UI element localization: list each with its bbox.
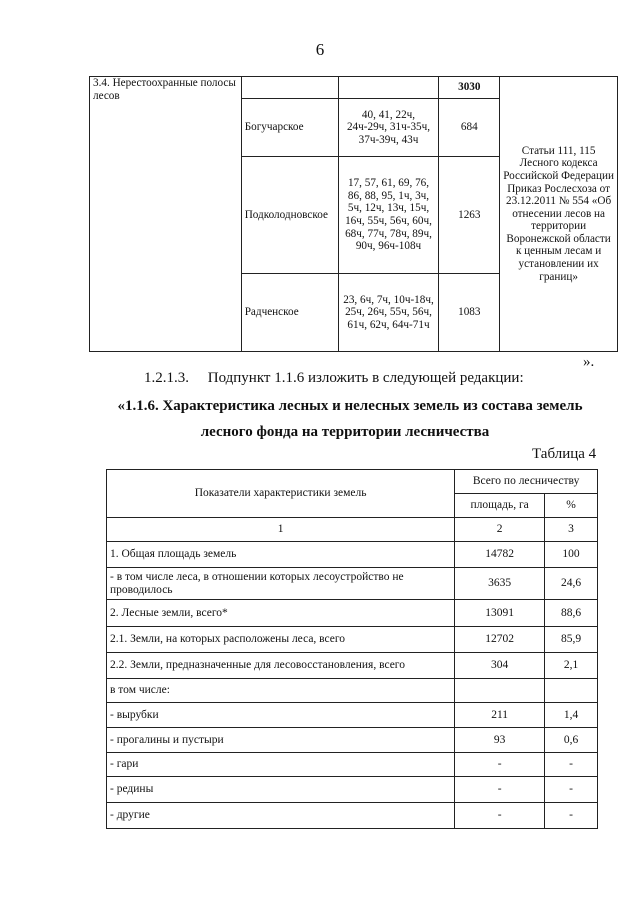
area-header: площадь, га	[455, 494, 545, 518]
column-number: 2	[455, 518, 545, 542]
quarters-cell: 40, 41, 22ч, 24ч-29ч, 31ч-35ч, 37ч-39ч, 43ч	[338, 99, 439, 157]
row-label: - редины	[107, 777, 455, 803]
protective-strips-table	[89, 76, 618, 352]
row-area: 93	[455, 728, 545, 753]
group-header: Всего по лесничеству	[455, 470, 598, 494]
closing-quote: ».	[583, 354, 595, 370]
empty-cell	[241, 77, 338, 99]
table-label: Таблица 4	[532, 446, 597, 462]
percent-header: %	[545, 494, 598, 518]
row-percent: 88,6	[545, 600, 598, 627]
column-number: 3	[545, 518, 598, 542]
row-label: - гари	[107, 753, 455, 777]
row-percent: 100	[545, 542, 598, 568]
quarters-cell: 17, 57, 61, 69, 76, 86, 88, 95, 1ч, 3ч, 5ч, 12ч, 13ч, 15ч, 16ч, 55ч, 56ч, 60ч, 68ч, 77ч, 78ч, 89ч, 90ч, 96ч-108ч	[338, 157, 439, 274]
row-area: 3635	[455, 568, 545, 600]
row-percent	[545, 679, 598, 703]
area-cell: 1263	[439, 157, 500, 274]
row-label: 2. Лесные земли, всего*	[107, 600, 455, 627]
amendment-paragraph: 1.2.1.3. Подпункт 1.1.6 изложить в следующей редакции:	[144, 370, 524, 386]
district-cell: Радченское	[241, 274, 338, 352]
row-area: 12702	[455, 627, 545, 653]
empty-cell	[338, 77, 439, 99]
row-label: - в том числе леса, в отношении которых лесоустройство не проводилось	[107, 568, 455, 600]
column-number: 1	[107, 518, 455, 542]
indicator-header: Показатели характеристики земель	[107, 470, 455, 518]
section-heading-line1: «1.1.6. Характеристика лесных и нелесных земель из состава земель	[117, 398, 583, 414]
total-area-cell: 3030	[439, 77, 500, 99]
row-percent: 85,9	[545, 627, 598, 653]
row-area: 211	[455, 703, 545, 728]
row-percent: 0,6	[545, 728, 598, 753]
row-area: 14782	[455, 542, 545, 568]
row-area: 13091	[455, 600, 545, 627]
row-label: 2.1. Земли, на которых расположены леса, всего	[107, 627, 455, 653]
row-label: - вырубки	[107, 703, 455, 728]
row-area: 304	[455, 653, 545, 679]
legal-basis-cell: Статьи 111, 115 Лесного кодекса Российской Федерации Приказ Рослесхоза от 23.12.2011 № 554 «Об отнесении лесов на территории Воронежской области к ценным лесам и установлении их границ»	[500, 77, 618, 352]
row-percent: 1,4	[545, 703, 598, 728]
area-cell: 1083	[439, 274, 500, 352]
row-area	[455, 679, 545, 703]
row-label: - другие	[107, 803, 455, 829]
row-area: -	[455, 803, 545, 829]
row-area: -	[455, 777, 545, 803]
row-percent: 24,6	[545, 568, 598, 600]
row-percent: -	[545, 753, 598, 777]
row-area: -	[455, 753, 545, 777]
row-percent: 2,1	[545, 653, 598, 679]
quarters-cell: 23, 6ч, 7ч, 10ч-18ч, 25ч, 26ч, 55ч, 56ч, 61ч, 62ч, 64ч-71ч	[338, 274, 439, 352]
section-cell: 3.4. Нерестоохранные полосы лесов	[90, 77, 242, 352]
district-cell: Подколодновское	[241, 157, 338, 274]
area-cell: 684	[439, 99, 500, 157]
row-percent: -	[545, 803, 598, 829]
page-number: 6	[315, 40, 325, 59]
row-percent: -	[545, 777, 598, 803]
section-heading-line2: лесного фонда на территории лесничества	[200, 424, 490, 440]
row-label: 1. Общая площадь земель	[107, 542, 455, 568]
row-label: - прогалины и пустыри	[107, 728, 455, 753]
district-cell: Богучарское	[241, 99, 338, 157]
land-characteristics-table	[106, 469, 598, 829]
row-label: 2.2. Земли, предназначенные для лесовосстановления, всего	[107, 653, 455, 679]
row-label: в том числе:	[107, 679, 455, 703]
